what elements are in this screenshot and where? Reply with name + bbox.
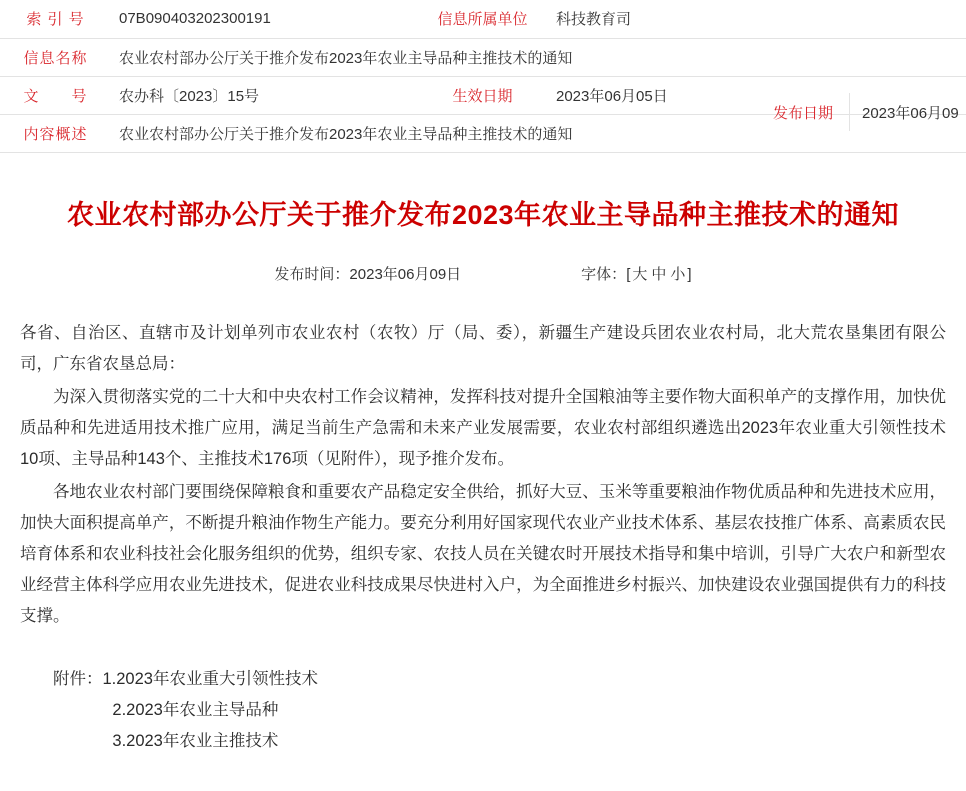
table-row [0, 76, 966, 114]
font-size-large-button[interactable]: 大 [632, 265, 648, 283]
attachment-label: 附件： [53, 669, 103, 688]
meta-label-summary: 内容概述 [0, 114, 111, 152]
attachment-item-3[interactable]: 3.2023年农业主推技术 [112, 731, 279, 750]
paragraph-background: 为深入贯彻落实党的二十大和中央农村工作会议精神，发挥科技对提升全国粮油等主要作物大面积单产的支撑作用，加快优质品种和先进适用技术推广应用，满足当前生产急需和未来产业发展需要，农业农村部组织遴选出2023年农业重大引领性技术10项、主导品种143个、主推技术176项（见附件），现予推介发布。 [20, 387, 946, 468]
article-content [20, 318, 946, 632]
attachment-item-3-row [20, 726, 946, 757]
meta-label-document-number: 文 号 [0, 76, 111, 114]
publish-time-value: 2023年06月09日 [349, 265, 462, 283]
meta-value-effective-date: 2023年06月05日 [548, 76, 966, 114]
meta-label-release-date: 发布日期 [772, 104, 833, 122]
attachment-item-1[interactable]: 1.2023年农业重大引领性技术 [102, 669, 318, 688]
meta-value-index-number: 07B090403202300191 [111, 0, 417, 38]
paragraph-requirements: 各地农业农村部门要围绕保障粮食和重要农产品稳定安全供给，抓好大豆、玉米等重要粮油作物优质品种和先进技术应用，加快大面积提高单产，不断提升粮油作物生产能力。要充分利用好国家现代农业产业技术体系、基层农技推广体系、高素质农民培育体系和农业科技社会化服务组织的优势，组织专家、农技人员在关键农时开展技术指导和集中培训，引导广大农户和新型农业经营主体科学应用农业先进技术，促进农业科技成果尽快进村入户，为全面推进乡村振兴、加快建设农业强国提供有力的科技支撑。 [20, 482, 946, 625]
attachment-list [20, 664, 946, 757]
publish-time [274, 263, 461, 284]
meta-value-release-date: 2023年06月09 [862, 104, 959, 122]
bracket-close: ] [687, 265, 692, 283]
document-meta-table [0, 0, 966, 153]
attachment-first-row [20, 664, 946, 695]
meta-label-info-name: 信息名称 [0, 38, 111, 76]
bracket-open: [ [626, 265, 631, 283]
attachment-item-2-row [20, 695, 946, 726]
meta-label-effective-date: 生效日期 [417, 76, 548, 114]
font-size-small-button[interactable]: 小 [670, 265, 686, 283]
meta-value-document-number: 农办科〔2023〕15号 [111, 76, 417, 114]
paragraph-addressees: 各省、自治区、直辖市及计划单列市农业农村（农牧）厅（局、委），新疆生产建设兵团农业农村局，北大荒农垦集团有限公司，广东省农垦总局： [20, 323, 946, 373]
attachment-item-2[interactable]: 2.2023年农业主导品种 [112, 700, 279, 719]
table-row [0, 38, 966, 76]
publish-time-label: 发布时间： [274, 265, 350, 283]
table-row [0, 114, 966, 152]
meta-label-owner-unit: 信息所属单位 [417, 0, 548, 38]
page-title: 农业农村部办公厅关于推介发布2023年农业主导品种主推技术的通知 [66, 199, 900, 230]
table-row [0, 0, 966, 38]
article-body [0, 193, 966, 757]
meta-value-info-name: 农业农村部办公厅关于推介发布2023年农业主导品种主推技术的通知 [111, 38, 966, 76]
font-size-label: 字体： [581, 265, 627, 283]
meta-value-summary: 农业农村部办公厅关于推介发布2023年农业主导品种主推技术的通知 [111, 114, 966, 152]
meta-label-index-number: 索 引 号 [0, 0, 111, 38]
meta-value-owner-unit: 科技教育司 [548, 0, 966, 38]
article-subinfo [20, 263, 946, 284]
font-size-switcher [581, 263, 691, 284]
font-size-medium-button[interactable]: 中 [651, 265, 667, 283]
